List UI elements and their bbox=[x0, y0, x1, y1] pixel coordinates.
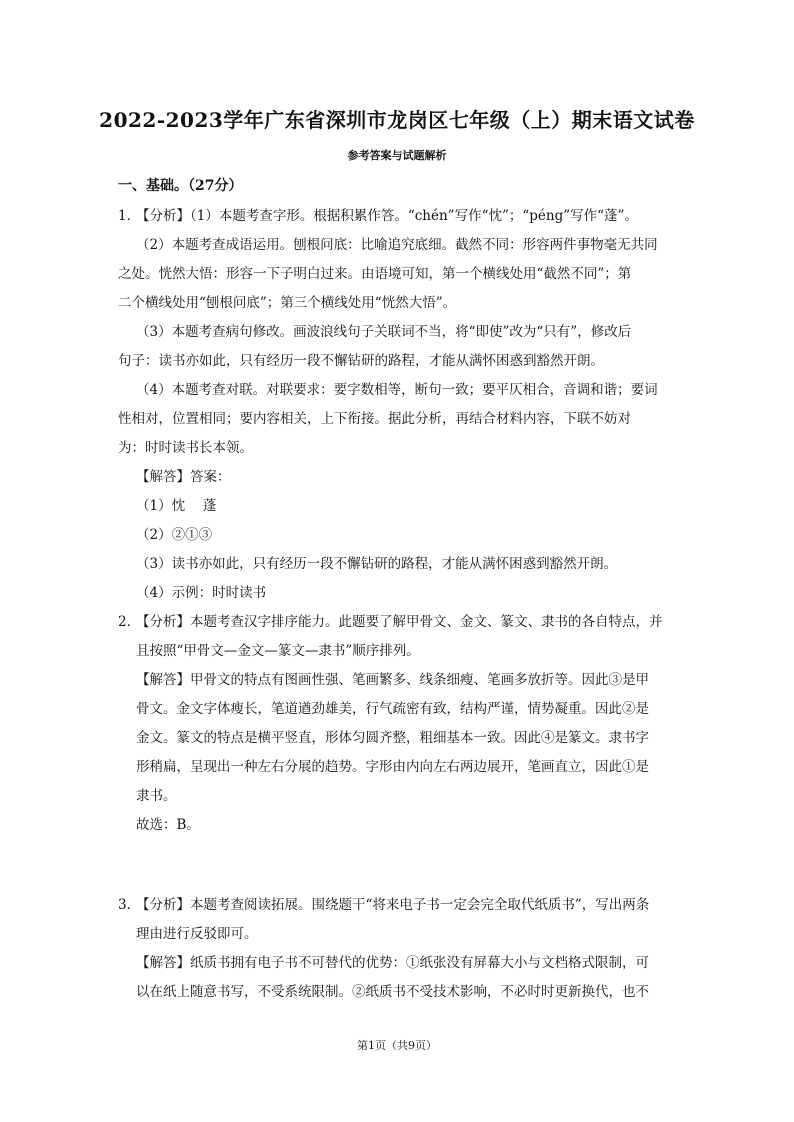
q1-line-8: 性相对，位置相同；要内容相关，上下衔接。据此分析，再结合材料内容，下联不妨对 bbox=[118, 411, 631, 427]
page-title: 2022-2023学年广东省深圳市龙岗区七年级（上）期末语文试卷 bbox=[99, 108, 695, 132]
q2-line-1: 2．【分析】本题考查汉字排序能力。此题要了解甲骨文、金文、篆文、隶书的各自特点，并 bbox=[118, 614, 663, 630]
q1-line-3: 之处。恍然大悟：形容一下子明白过来。由语境可知，第一个横线处用“截然不同”；第 bbox=[118, 266, 632, 282]
question-1 bbox=[118, 202, 678, 608]
q2-line-7: 隶书。 bbox=[136, 788, 177, 804]
q1-line-1: 1．【分析】（1）本题考查字形。根据积累作答。“chén”写作“忱”；“péng”写作“蓬”。 bbox=[118, 208, 638, 224]
q1-answer-4: （4）示例：时时读书 bbox=[136, 585, 267, 601]
q2-line-4: 骨文。金文字体瘦长，笔道遒劲雄美，行气疏密有致，结构严谨，情势凝重。因此②是 bbox=[136, 701, 649, 717]
q2-choice: 故选：B。 bbox=[136, 817, 200, 833]
q1-line-7: （4）本题考查对联。对联要求：要字数相等，断句一致；要平仄相合，音调和谐；要词 bbox=[136, 382, 658, 398]
q1-line-5: （3）本题考查病句修改。画波浪线句子关联词不当，将“即使”改为“只有”，修改后 bbox=[136, 324, 632, 340]
q3-line-2: 理由进行反驳即可。 bbox=[136, 926, 258, 942]
q1-answer-1: （1）忱 蓬 bbox=[136, 498, 217, 514]
q3-line-1: 3．【分析】本题考查阅读拓展。围绕题干“将来电子书一定会完全取代纸质书”，写出两条 bbox=[118, 897, 650, 913]
q2-line-3: 【解答】甲骨文的特点有图画性强、笔画繁多、线条细瘦、笔画多放折等。因此③是甲 bbox=[136, 672, 649, 688]
q2-line-2: 且按照“甲骨文—金文—篆文—隶书”顺序排列。 bbox=[136, 643, 420, 659]
q3-line-4: 以在纸上随意书写，不受系统限制。②纸质书不受技术影响，不必时时更新换代，也不 bbox=[136, 984, 649, 1000]
page-footer: 第1页（共9页） bbox=[357, 1039, 437, 1052]
q3-line-3: 【解答】纸质书拥有电子书不可替代的优势：①纸张没有屏幕大小与文档格式限制，可 bbox=[136, 955, 649, 971]
q1-line-6: 句子：读书亦如此，只有经历一段不懈钻研的路程，才能从满怀困惑到豁然开朗。 bbox=[118, 353, 604, 369]
q1-answer-label: 【解答】答案： bbox=[136, 469, 231, 485]
q1-line-9: 为：时时读书长本领。 bbox=[118, 440, 253, 456]
q1-answer-3: （3）读书亦如此，只有经历一段不懈钻研的路程，才能从满怀困惑到豁然开朗。 bbox=[136, 556, 618, 572]
page-subtitle: 参考答案与试题解析 bbox=[347, 149, 447, 162]
question-2 bbox=[118, 608, 678, 840]
q1-line-2: （2）本题考查成语运用。刨根问底：比喻追究底细。截然不同：形容两件事物毫无共同 bbox=[136, 237, 658, 253]
q2-line-6: 形稍扁，呈现出一种左右分展的趋势。字形由内向左右两边展开，笔画直立，因此①是 bbox=[136, 759, 649, 775]
section-heading: 一、基础。（27分） bbox=[118, 178, 243, 194]
q1-line-4: 二个横线处用“刨根问底”；第三个横线处用“恍然大悟”。 bbox=[118, 295, 457, 311]
q1-answer-2: （2）②①③ bbox=[136, 527, 213, 543]
question-3 bbox=[118, 891, 678, 1007]
q2-line-5: 金文。篆文的特点是横平竖直，形体匀圆齐整，粗细基本一致。因此④是篆文。隶书字 bbox=[136, 730, 649, 746]
